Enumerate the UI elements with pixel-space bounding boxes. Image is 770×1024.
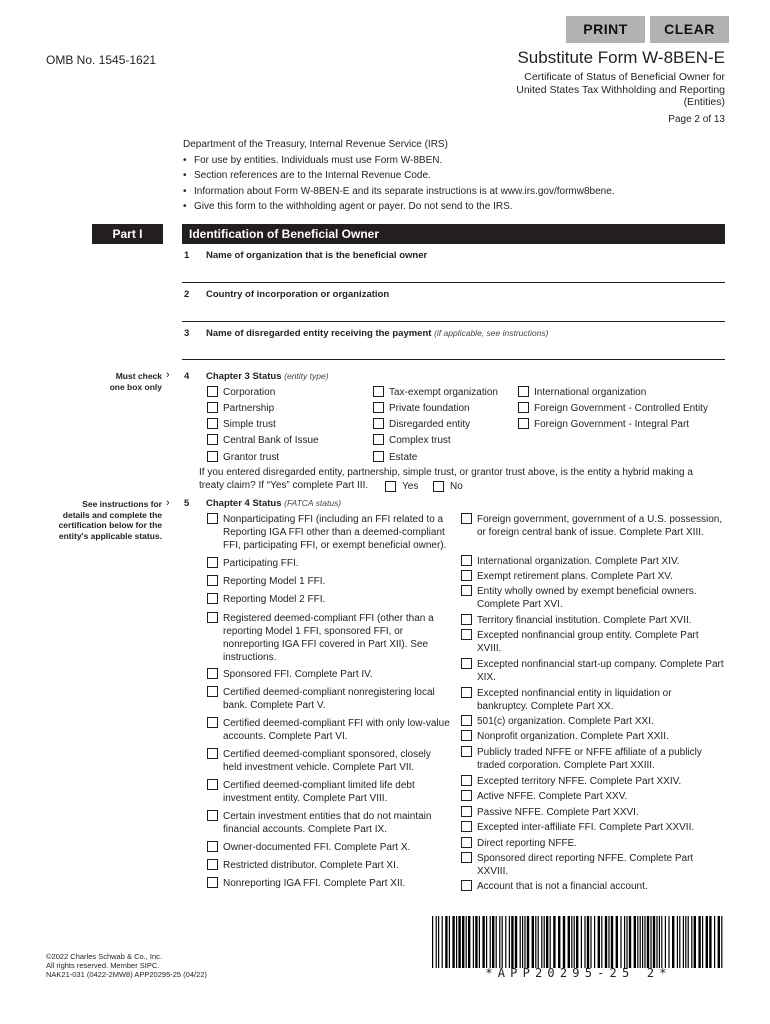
checkbox-ch4-right[interactable] bbox=[461, 687, 472, 698]
option-label: Entity wholly owned by exempt beneficial owners. Complete Part XVI. bbox=[477, 586, 697, 610]
checkbox-simple-trust[interactable] bbox=[207, 418, 218, 429]
checkbox-foreign-gov-integral[interactable] bbox=[518, 418, 529, 429]
checkbox-ch4-left[interactable] bbox=[207, 612, 218, 623]
row-number: 5 bbox=[184, 498, 190, 509]
checkbox-ch4-left[interactable] bbox=[207, 557, 218, 568]
subtitle-line: United States Tax Withholding and Reporting bbox=[516, 83, 725, 96]
checkbox-ch4-left[interactable] bbox=[207, 717, 218, 728]
option-label: Central Bank of Issue bbox=[223, 435, 319, 446]
checkbox-ch4-left[interactable] bbox=[207, 859, 218, 870]
part-label: Part I bbox=[92, 224, 163, 244]
yes-label: Yes bbox=[402, 481, 419, 492]
option-label: Exempt retirement plans. Complete Part XV. bbox=[477, 571, 673, 582]
checkbox-foreign-gov-controlled[interactable] bbox=[518, 402, 529, 413]
must-check-line: Must check bbox=[115, 371, 162, 381]
option-label: Excepted nonfinancial group entity. Complete Part XVIII. bbox=[477, 630, 699, 654]
see-instructions-line: See instructions for bbox=[82, 499, 162, 509]
checkbox-ch4-right[interactable] bbox=[461, 614, 472, 625]
checkbox-ch4-left[interactable] bbox=[207, 810, 218, 821]
option-label: Publicly traded NFFE or NFFE affiliate of a publicly traded corporation. Complete Part XXIII. bbox=[477, 747, 702, 771]
option-label: Passive NFFE. Complete Part XXVI. bbox=[477, 807, 639, 818]
option-label: Estate bbox=[389, 452, 418, 463]
checkbox-ch4-left[interactable] bbox=[207, 668, 218, 679]
country-field[interactable] bbox=[182, 321, 725, 322]
footer-line: All rights reserved. Member SIPC. bbox=[46, 961, 160, 970]
option-label: Excepted nonfinancial entity in liquidation or bankruptcy. Complete Part XX. bbox=[477, 688, 672, 712]
subtitle-line: (Entities) bbox=[683, 96, 725, 108]
option-label: Certified deemed-compliant FFI with only low-value accounts. Complete Part VI. bbox=[223, 718, 450, 742]
checkbox-tax-exempt[interactable] bbox=[373, 386, 384, 397]
instruction-bullets bbox=[183, 153, 683, 215]
checkbox-ch4-right[interactable] bbox=[461, 715, 472, 726]
row-number: 4 bbox=[184, 371, 190, 382]
bullet-item: • Information about Form W-8BEN-E and its separate instructions is at www.irs.gov/formw8bene. bbox=[183, 184, 683, 200]
option-label: Participating FFI. bbox=[223, 558, 299, 569]
checkbox-grantor-trust[interactable] bbox=[207, 451, 218, 462]
option-label: 501(c) organization. Complete Part XXI. bbox=[477, 716, 654, 727]
clear-button[interactable]: CLEAR bbox=[650, 16, 729, 43]
chapter3-hint: (entity type) bbox=[284, 371, 329, 381]
checkbox-ch4-left[interactable] bbox=[207, 513, 218, 524]
print-button[interactable]: PRINT bbox=[566, 16, 645, 43]
checkbox-ch4-right[interactable] bbox=[461, 570, 472, 581]
see-instructions-note bbox=[40, 499, 162, 541]
row-number: 1 bbox=[184, 250, 190, 261]
chevron-right-icon: › bbox=[166, 369, 170, 381]
option-label: Private foundation bbox=[389, 403, 470, 414]
option-label: Owner-documented FFI. Complete Part X. bbox=[223, 842, 411, 853]
barcode-text: *APP20295-25 2* bbox=[485, 966, 672, 980]
disregarded-entity-field[interactable] bbox=[182, 359, 725, 360]
row-number: 3 bbox=[184, 328, 190, 339]
row-number: 2 bbox=[184, 289, 190, 300]
footer-copyright bbox=[46, 952, 207, 979]
option-label: Nonparticipating FFI (including an FFI related to a Reporting IGA FFI other than a deemed-compliant FFI, participating FFI, or exempt beneficial owner). bbox=[223, 514, 447, 551]
option-label: Nonprofit organization. Complete Part XXII. bbox=[477, 731, 669, 742]
option-label: Reporting Model 2 FFI. bbox=[223, 594, 326, 605]
checkbox-central-bank[interactable] bbox=[207, 434, 218, 445]
organization-name-label: Name of organization that is the beneficial owner bbox=[206, 250, 428, 261]
option-label: Excepted inter-affiliate FFI. Complete Part XXVII. bbox=[477, 822, 695, 833]
option-label: Complex trust bbox=[389, 435, 451, 446]
country-label: Country of incorporation or organization bbox=[206, 289, 390, 300]
footer-line: ©2022 Charles Schwab & Co., Inc. bbox=[46, 952, 163, 961]
option-label: Disregarded entity bbox=[389, 419, 471, 430]
checkbox-corporation[interactable] bbox=[207, 386, 218, 397]
barcode-image bbox=[432, 916, 725, 968]
checkbox-ch4-left[interactable] bbox=[207, 686, 218, 697]
checkbox-ch4-right[interactable] bbox=[461, 746, 472, 757]
must-check-note bbox=[80, 371, 162, 392]
checkbox-ch4-right[interactable] bbox=[461, 658, 472, 669]
option-label: Partnership bbox=[223, 403, 275, 414]
omb-number: OMB No. 1545-1621 bbox=[46, 53, 157, 67]
must-check-line: one box only bbox=[109, 381, 162, 392]
department-line: Department of the Treasury, Internal Revenue Service (IRS) bbox=[183, 139, 448, 150]
page-number: Page 2 of 13 bbox=[668, 114, 725, 125]
option-label: Nonreporting IGA FFI. Complete Part XII. bbox=[223, 878, 406, 889]
checkbox-ch4-right[interactable] bbox=[461, 806, 472, 817]
option-label: Reporting Model 1 FFI. bbox=[223, 576, 326, 587]
footer-line: NAK21-031 (0422-2MW8) APP20295-25 (04/22) bbox=[46, 970, 207, 979]
checkbox-partnership[interactable] bbox=[207, 402, 218, 413]
checkbox-ch4-left[interactable] bbox=[207, 779, 218, 790]
no-label: No bbox=[450, 481, 463, 492]
checkbox-complex-trust[interactable] bbox=[373, 434, 384, 445]
checkbox-ch4-right[interactable] bbox=[461, 790, 472, 801]
option-label: Certain investment entities that do not maintain financial accounts. Complete Part IX. bbox=[223, 811, 432, 835]
see-instructions-line: details and complete the bbox=[62, 509, 162, 520]
checkbox-hybrid-no[interactable] bbox=[433, 481, 444, 492]
option-label: Foreign Government - Controlled Entity bbox=[534, 403, 708, 414]
option-label: Restricted distributor. Complete Part XI. bbox=[223, 860, 399, 871]
checkbox-ch4-right[interactable] bbox=[461, 629, 472, 640]
organization-name-field[interactable] bbox=[182, 282, 725, 283]
checkbox-disregarded-entity[interactable] bbox=[373, 418, 384, 429]
checkbox-ch4-left[interactable] bbox=[207, 877, 218, 888]
checkbox-ch4-left[interactable] bbox=[207, 841, 218, 852]
checkbox-ch4-right[interactable] bbox=[461, 852, 472, 863]
option-label: Certified deemed-compliant limited life debt investment entity. Complete Part VIII. bbox=[223, 780, 415, 804]
checkbox-ch4-right[interactable] bbox=[461, 730, 472, 741]
form-subtitle bbox=[465, 71, 725, 109]
chapter3-label bbox=[206, 371, 329, 382]
option-label: Corporation bbox=[223, 387, 276, 398]
option-label: Simple trust bbox=[223, 419, 276, 430]
option-label: Territory financial institution. Complete Part XVII. bbox=[477, 615, 692, 626]
option-label: Grantor trust bbox=[223, 452, 280, 463]
see-instructions-line: entity's applicable status. bbox=[58, 530, 162, 541]
chapter4-hint: (FATCA status) bbox=[284, 498, 342, 508]
checkbox-ch4-left[interactable] bbox=[207, 593, 218, 604]
checkbox-ch4-right[interactable] bbox=[461, 837, 472, 848]
hybrid-question-line: If you entered disregarded entity, partnership, simple trust, or grantor trust above, is the entity a hybrid making a bbox=[199, 467, 693, 478]
bullet-item: • Give this form to the withholding agent or payer. Do not send to the IRS. bbox=[183, 199, 683, 215]
bullet-item: • For use by entities. Individuals must use Form W-8BEN. bbox=[183, 153, 683, 169]
checkbox-hybrid-yes[interactable] bbox=[385, 481, 396, 492]
see-instructions-line: certification below for the bbox=[58, 520, 162, 530]
hybrid-question-line: treaty claim? If “Yes” complete Part III. bbox=[199, 480, 369, 491]
department-info bbox=[183, 137, 683, 215]
subtitle-line: Certificate of Status of Beneficial Owner for bbox=[524, 71, 725, 83]
chapter4-label bbox=[206, 498, 341, 509]
checkbox-ch4-right[interactable] bbox=[461, 775, 472, 786]
option-label: Excepted territory NFFE. Complete Part XXIV. bbox=[477, 776, 682, 787]
chapter4-label-text: Chapter 4 Status bbox=[206, 498, 282, 509]
checkbox-ch4-left[interactable] bbox=[207, 575, 218, 586]
option-label: Certified deemed-compliant nonregistering local bank. Complete Part V. bbox=[223, 687, 435, 711]
chevron-right-icon: › bbox=[166, 497, 170, 509]
option-label: Registered deemed-compliant FFI (other than a reporting Model 1 FFI, sponsored FFI, or nonreporting IGA FFI covered in Part XII). See instructions. bbox=[223, 613, 434, 663]
bullet-item: • Section references are to the Internal Revenue Code. bbox=[183, 168, 683, 184]
checkbox-international-org[interactable] bbox=[518, 386, 529, 397]
disregarded-entity-hint: (if applicable, see instructions) bbox=[434, 328, 549, 338]
option-label: Sponsored direct reporting NFFE. Complete Part XXVIII. bbox=[477, 853, 694, 877]
option-label: Foreign Government - Integral Part bbox=[534, 419, 690, 430]
option-label: Active NFFE. Complete Part XXV. bbox=[477, 791, 628, 802]
checkbox-private-foundation[interactable] bbox=[373, 402, 384, 413]
form-title: Substitute Form W-8BEN-E bbox=[517, 48, 725, 67]
option-label: Foreign government, government of a U.S. possession, or foreign central bank of issue. Complete Part XIII. bbox=[477, 514, 723, 538]
checkbox-ch4-right[interactable] bbox=[461, 555, 472, 566]
option-label: Certified deemed-compliant sponsored, closely held investment vehicle. Complete Part VII. bbox=[223, 749, 431, 773]
option-label: Excepted nonfinancial start-up company. Complete Part XIX. bbox=[477, 659, 724, 683]
checkbox-ch4-right[interactable] bbox=[461, 585, 472, 596]
checkbox-ch4-right[interactable] bbox=[461, 513, 472, 524]
option-label: Sponsored FFI. Complete Part IV. bbox=[223, 669, 373, 680]
checkbox-estate[interactable] bbox=[373, 451, 384, 462]
disregarded-entity-label bbox=[206, 328, 548, 339]
disregarded-entity-label-text: Name of disregarded entity receiving the payment bbox=[206, 328, 432, 339]
checkbox-ch4-right[interactable] bbox=[461, 821, 472, 832]
option-label: Tax-exempt organization bbox=[389, 387, 498, 398]
checkbox-ch4-left[interactable] bbox=[207, 748, 218, 759]
part-title: Identification of Beneficial Owner bbox=[182, 224, 725, 244]
option-label: International organization bbox=[534, 387, 647, 398]
chapter3-label-text: Chapter 3 Status bbox=[206, 371, 282, 382]
checkbox-ch4-right[interactable] bbox=[461, 880, 472, 891]
option-label: Account that is not a financial account. bbox=[477, 881, 648, 892]
option-label: International organization. Complete Part XIV. bbox=[477, 556, 680, 567]
option-label: Direct reporting NFFE. bbox=[477, 838, 578, 849]
